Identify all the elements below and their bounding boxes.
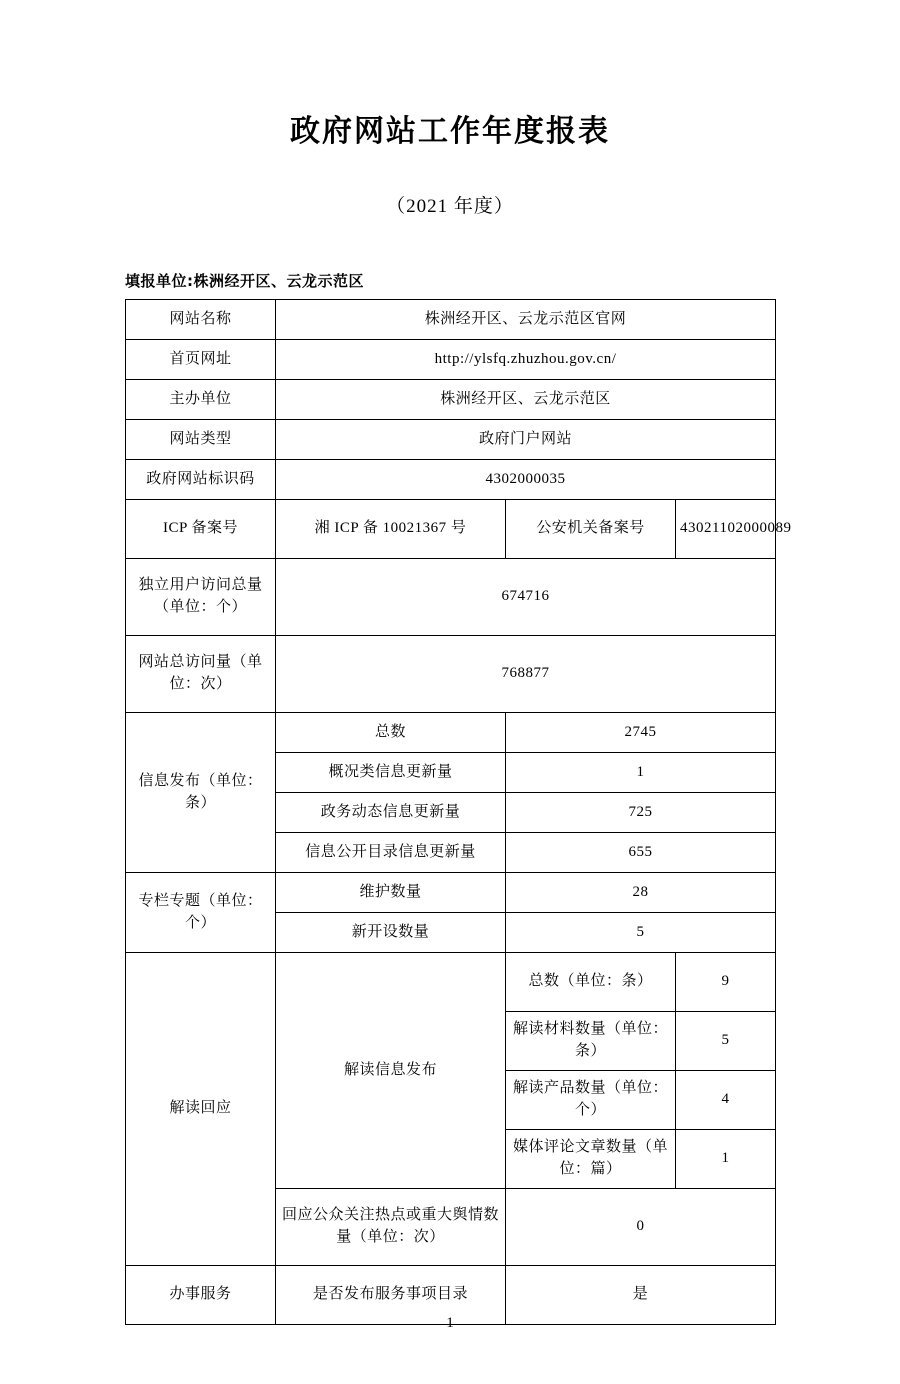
publish-row-value: 2745 [506,713,776,753]
page-title: 政府网站工作年度报表 [290,114,610,149]
publish-row-name: 信息公开目录信息更新量 [276,833,506,873]
column-row-name: 新开设数量 [276,913,506,953]
interpretation-row-value: 9 [676,953,776,1012]
publish-label: 信息发布（单位：条） [126,713,276,873]
response-hot-value: 0 [506,1189,776,1266]
publish-row-name: 概况类信息更新量 [276,753,506,793]
host-unit-value: 株洲经开区、云龙示范区 [276,380,776,420]
table-row [126,420,776,460]
table-row [126,713,776,753]
table-row [126,340,776,380]
police-record-value: 43021102000089 [676,500,776,559]
page-number: 1 [446,1315,454,1331]
service-catalog-value: 是 [506,1266,776,1325]
column-row-name: 维护数量 [276,873,506,913]
site-code-label: 政府网站标识码 [126,460,276,500]
publish-row-value: 725 [506,793,776,833]
document-page [0,112,900,1384]
police-record-label: 公安机关备案号 [506,500,676,559]
interpretation-row-value: 5 [676,1012,776,1071]
table-row [126,460,776,500]
publish-row-name: 总数 [276,713,506,753]
publish-row-value: 1 [506,753,776,793]
total-visits-value: 768877 [276,636,776,713]
interpretation-publish-label: 解读信息发布 [276,953,506,1189]
column-row-value: 28 [506,873,776,913]
icp-value: 湘 ICP 备 10021367 号 [276,500,506,559]
service-catalog-label: 是否发布服务事项目录 [276,1266,506,1325]
interpretation-row-name: 总数（单位：条） [506,953,676,1012]
site-name-label: 网站名称 [126,300,276,340]
table-row [126,500,776,559]
unique-visitors-label: 独立用户访问总量（单位：个） [126,559,276,636]
site-code-value: 4302000035 [276,460,776,500]
page-subtitle: （2021 年度） [386,196,514,217]
interpretation-label: 解读回应 [126,953,276,1266]
unique-visitors-value: 674716 [276,559,776,636]
table-row [126,300,776,340]
homepage-value: http://ylsfq.zhuzhou.gov.cn/ [276,340,776,380]
table-row [126,559,776,636]
table-row [126,873,776,913]
homepage-label: 首页网址 [126,340,276,380]
service-label: 办事服务 [126,1266,276,1325]
column-topic-label: 专栏专题（单位：个） [126,873,276,953]
publish-row-name: 政务动态信息更新量 [276,793,506,833]
table-row [126,636,776,713]
reporting-unit: 填报单位:株洲经开区、云龙示范区 [125,272,365,290]
site-type-value: 政府门户网站 [276,420,776,460]
publish-row-value: 655 [506,833,776,873]
site-name-value: 株洲经开区、云龙示范区官网 [276,300,776,340]
interpretation-row-name: 媒体评论文章数量（单位：篇） [506,1130,676,1189]
annual-report-table [125,299,792,1325]
host-unit-label: 主办单位 [126,380,276,420]
interpretation-row-name: 解读产品数量（单位：个） [506,1071,676,1130]
interpretation-row-name: 解读材料数量（单位：条） [506,1012,676,1071]
total-visits-label: 网站总访问量（单位：次） [126,636,276,713]
column-row-value: 5 [506,913,776,953]
interpretation-row-value: 4 [676,1071,776,1130]
table-row [126,380,776,420]
icp-label: ICP 备案号 [126,500,276,559]
site-type-label: 网站类型 [126,420,276,460]
table-row [126,953,776,1012]
interpretation-row-value: 1 [676,1130,776,1189]
response-hot-label: 回应公众关注热点或重大舆情数量（单位：次） [276,1189,506,1266]
